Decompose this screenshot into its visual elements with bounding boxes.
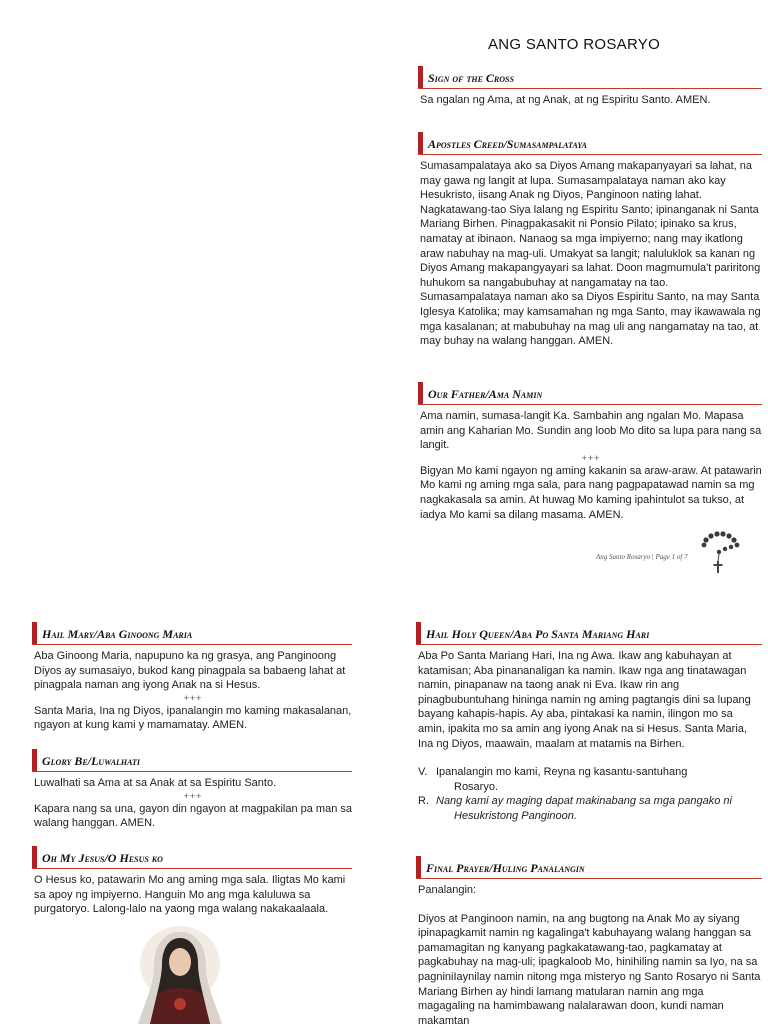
section-title: Hail Mary/Aba Ginoong Maria xyxy=(42,627,193,641)
section-title: Apostles Creed/Sumasampalataya xyxy=(428,137,587,151)
prayer-text xyxy=(416,645,762,824)
versicle-key: V. xyxy=(418,766,428,779)
response-key: R. xyxy=(418,795,429,808)
section-header xyxy=(416,622,762,645)
section-header xyxy=(32,846,352,869)
section-title: Oh My Jesus/O Hesus ko xyxy=(42,851,163,865)
virgin-mary-image xyxy=(132,924,228,1024)
response-text: Nang kami ay maging dapat makinabang sa mga pangako ni xyxy=(436,795,732,808)
separator-plus: +++ xyxy=(183,692,203,703)
prayer-paragraph: Bigyan Mo kami ngayon ng aming kakanin sa araw-araw. At patawarin Mo kami ng aming mga sala, para nang pagpapatawad namin sa mg nagkakasala sa amin. At huwag Mo kaming ipahintulot sa tukso, at iadya Mo kami sa dilang masama. AMEN. xyxy=(420,464,762,521)
section-final-prayer xyxy=(416,856,762,1028)
versicle xyxy=(418,765,762,780)
versicle-text-cont: Rosaryo. xyxy=(454,780,499,793)
prayer-text xyxy=(32,772,352,831)
prayer-text: Sumasampalataya ako sa Diyos Amang makapanyayari sa lahat, na may gawa ng langit at lupa. Sumasampalataya naman ako kay Hesukristo, iisang Anak ng Diyos, Panginoon nating lahat. Nagkatawang-tao Siya lalang ng Espiritu Santo; ipinanganak ni Santa Mariang Birhen. Pinagpakasakit ni Ponsio Pilato; ipinako sa krus, namatay at ibinaon. Nanaog sa mga impiyerno; nang may ikatlong araw nabuhay na mag-uli. Umakyat sa langit; naluluklok sa kanan ng Diyos Amang makapangyayari sa lahat. Doon magmumula't pariritong huhukom sa nangabubuhay at nangamatay na tao. Sumasampalataya naman ako sa Diyos Espiritu Santo, na may Santa Iglesya Katolika; may kamsamahan ng mga Santo, may ikawawala ng mga kasalanan; at mabubuhay na mag uli ang nangamatay na tao, at may buhay na walang hanggan. AMEN. xyxy=(420,160,761,348)
prayer-text: O Hesus ko, patawarin Mo ang aming mga sala. Iligtas Mo kami sa apoy ng impiyerno. Hanguin Mo ang mga kaluluwa sa purgatoryo. Lalong-lalo na yaong mga walang nakakaalaala. xyxy=(34,874,346,916)
section-accent-bar xyxy=(32,749,37,771)
prayer-paragraph: Kapara nang sa una, gayon din ngayon at magpakilan pa man sa walang hanggan. AMEN. xyxy=(34,802,353,830)
section-accent-bar xyxy=(418,132,423,154)
prayer-text xyxy=(32,645,352,733)
section-accent-bar xyxy=(416,622,421,644)
section-header xyxy=(418,382,762,405)
response xyxy=(418,794,762,809)
section-header xyxy=(416,856,762,879)
section-header xyxy=(418,132,762,155)
section-accent-bar xyxy=(418,382,423,404)
prayer-paragraph: Santa Maria, Ina ng Diyos, ipanalangin mo kaming makasalanan, ngayon at kung kami y mamamatay. AMEN. xyxy=(34,704,352,732)
prayer-paragraph: Diyos at Panginoon namin, na ang bugtong na Anak Mo ay siyang ipinapagkamit namin ng kagalinga't kabuhayang walang hanggan sa pamamagitan ng kanyang pagkakatawang-tao, pagkamatay at pagkabuhay na mag-uli; ipagkaloob Mo, hinihiling namin sa Iyo, na sa pagniniIaynilay namin nitong mga misteryo ng Santo Rosaryo ni Santa Mariang Birhen ay hindi lamang matularan namin ang mga magagaling na hamimbawang nalalarawan doon, kundi naman makamtan xyxy=(418,912,761,1027)
section-sign-of-cross xyxy=(418,66,762,108)
prayer-text: Sa ngalan ng Ama, at ng Anak, at ng Espiritu Santo. AMEN. xyxy=(420,94,711,106)
prayer-paragraph: Ama namin, sumasa-langit Ka. Sambahin ang ngalan Mo. Mapasa amin ang Kaharian Mo. Sundin ang loob Mo dito sa lupa para nang sa langit. xyxy=(420,410,762,452)
prayer-paragraph: Luwalhati sa Ama at sa Anak at sa Espiritu Santo. xyxy=(34,777,277,789)
section-hail-mary xyxy=(32,622,352,733)
section-title: Sign of the Cross xyxy=(428,71,514,85)
separator-plus: +++ xyxy=(581,452,601,463)
section-oh-my-jesus xyxy=(32,846,352,917)
section-accent-bar xyxy=(418,66,423,88)
prayer-intro: Panalangin: xyxy=(418,884,477,896)
section-our-father xyxy=(418,382,762,522)
section-hail-holy-queen xyxy=(416,622,762,824)
section-title: Final Prayer/Huling Panalangin xyxy=(426,861,585,875)
section-accent-bar xyxy=(416,856,421,878)
prayer-paragraph: Aba Ginoong Maria, napupuno ka ng grasya, ang Panginoong Diyos ay sumasaiyo, bukod kang pinagpala sa babaeng lahat at pinagpala naman ang iyong Anak na si Hesus. xyxy=(34,650,346,692)
section-glory-be xyxy=(32,749,352,831)
section-title: Our Father/Ama Namin xyxy=(428,387,543,401)
section-accent-bar xyxy=(32,846,37,868)
prayer-text xyxy=(416,879,762,1028)
separator-plus: +++ xyxy=(183,790,203,801)
prayer-paragraph: Aba Po Santa Mariang Hari, Ina ng Awa. Ikaw ang kabuhayan at katamisan; Aba pinananaligan ka namin. Ikaw nga ang tinatawagan namin, pinapanaw na taong anak ni Eva. Ikaw rin ang pinagbubuntuhang hininga namin ng aming pagtangis dini sa lupang bayang kahapis-hapis. Ay aba, pintakasi ka namin, ilingon mo sa amin, ipakita mo sa amin ang iyong Anak na si Hesus. Santa Maria, Ina ng Diyos, maawain, maalam at matamis na Birhen. xyxy=(418,650,751,750)
section-header xyxy=(32,622,352,645)
section-header xyxy=(418,66,762,89)
section-apostles-creed xyxy=(418,132,762,349)
rosary-icon xyxy=(698,528,744,576)
prayer-text xyxy=(418,405,762,522)
section-title: Glory Be/Luwalhati xyxy=(42,754,141,768)
response-text-cont: Hesukristong Panginoon. xyxy=(454,809,577,822)
versicle-text: Ipanalangin mo kami, Reyna ng kasantu-santuhang xyxy=(436,766,688,779)
section-header xyxy=(32,749,352,772)
section-title: Hail Holy Queen/Aba Po Santa Mariang Hari xyxy=(426,627,650,641)
page-footer: Ang Santo Rosaryo | Page 1 of 7 xyxy=(596,553,688,561)
section-accent-bar xyxy=(32,622,37,644)
page-title: ANG SANTO ROSARYO xyxy=(488,36,661,53)
